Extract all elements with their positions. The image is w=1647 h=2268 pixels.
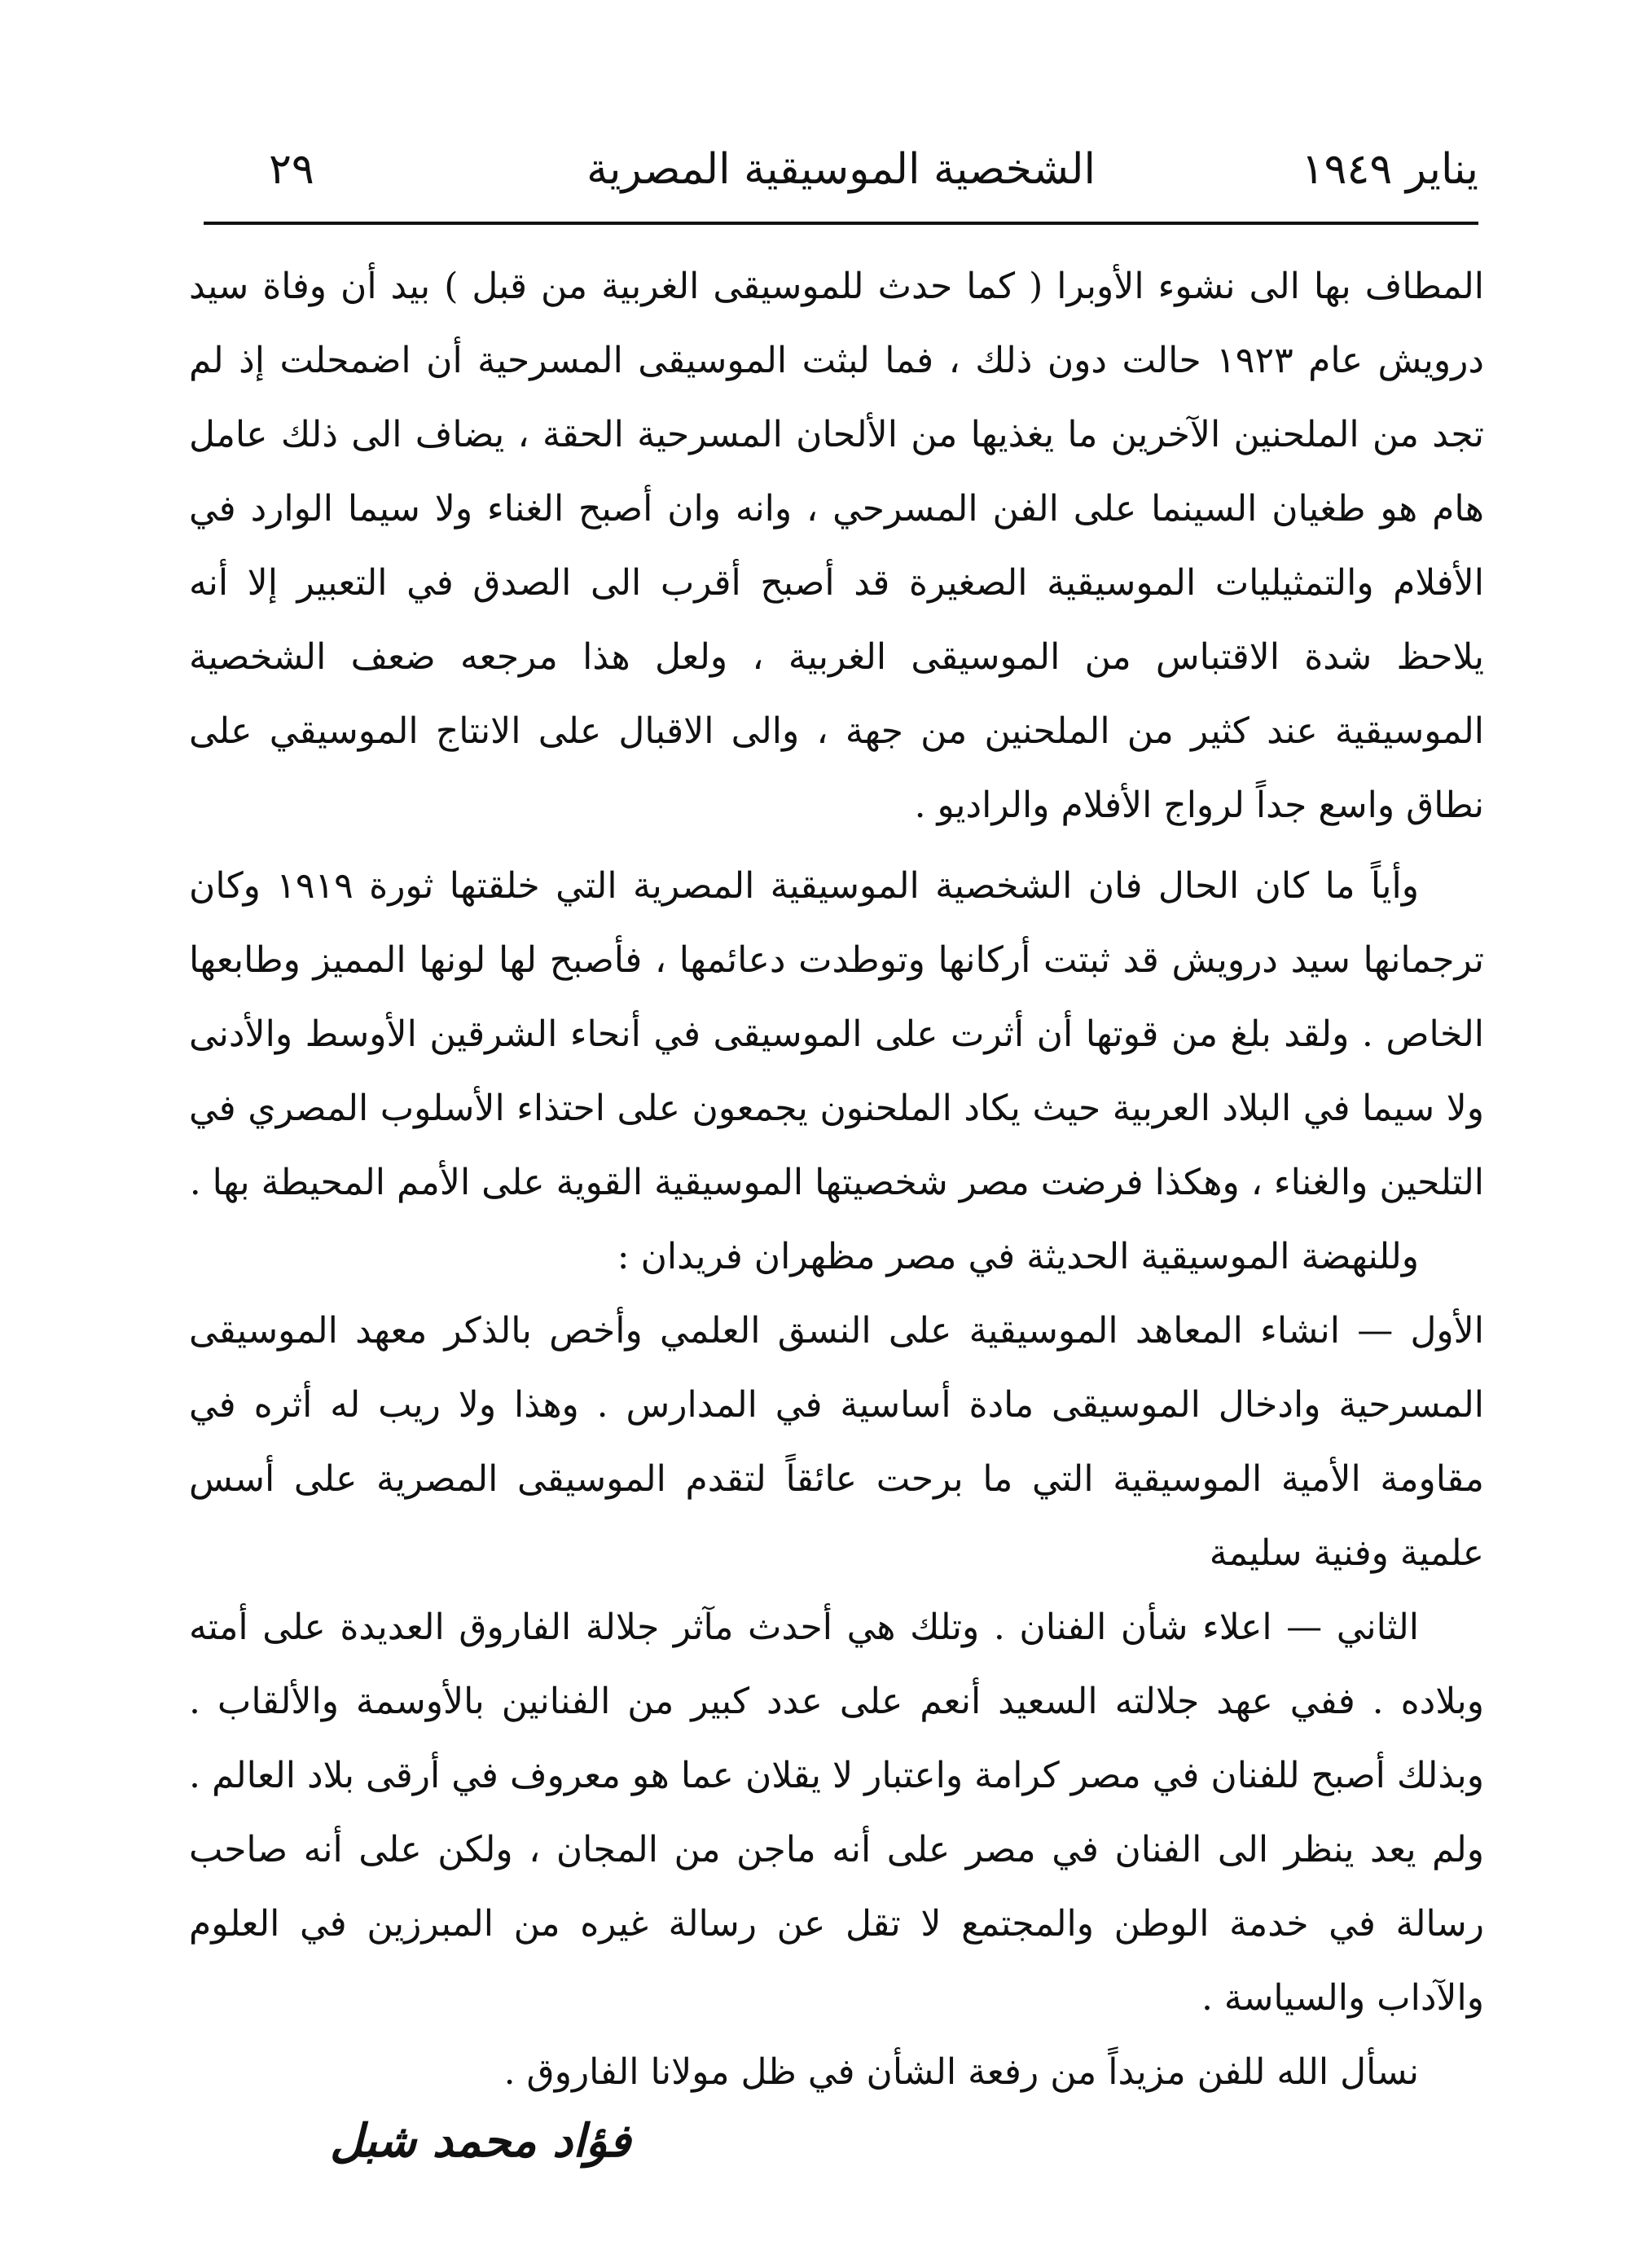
- header-rule: [204, 222, 1478, 225]
- paragraph: وللنهضة الموسيقية الحديثة في مصر مظهران فريدان :: [617, 1236, 1419, 1277]
- page-number: ٢٩: [269, 145, 314, 194]
- page-header: [204, 137, 1478, 202]
- paragraph-second-point: الثاني — اعلاء شأن الفنان . وتلك هي أحدث مآثر جلالة الفاروق العديدة على أمته وبلاده . ففي عهد جلالته السعيد أنعم على عدد كبير من الفنانين بالأوسمة والألقاب . وبذلك أصبح للفنان في مصر كرامة واعتبار لا يقلان عما هو معروف في أرقى بلاد العالم . ولم يعد ينظر الى الفنان في مصر على أنه ماجن من المجان ، ولكن على أنه صاحب رسالة في خدمة الوطن والمجتمع لا تقل عن رسالة غيره من المبرزين في العلوم والآداب والسياسة .: [189, 1606, 1484, 2019]
- paragraph-closing: نسأل الله للفن مزيداً من رفعة الشأن في ظل مولانا الفاروق .: [503, 2051, 1419, 2093]
- paragraph: وأياً ما كان الحال فان الشخصية الموسيقية المصرية التي خلقتها ثورة ١٩١٩ وكان ترجمانها سيد درويش قد ثبتت أركانها وتوطدت دعائمها ، فأصبح لها لونها المميز وطابعها الخاص . ولقد بلغ من قوتها أن أثرت على الموسيقى في أنحاء الشرقين الأوسط والأدنى ولا سيما في البلاد العربية حيث يكاد الملحنون يجمعون على احتذاء الأسلوب المصري في التلحين والغناء ، وهكذا فرضت مصر شخصيتها الموسيقية القوية على الأمم المحيطة بها .: [189, 865, 1485, 1203]
- author-signature: فؤاد محمد شبل: [330, 2114, 631, 2168]
- header-date: يناير ١٩٤٩: [1301, 145, 1478, 194]
- paragraph-continuation: المطاف بها الى نشوء الأوبرا ( كما حدث للموسيقى الغربية من قبل ) بيد أن وفاة سيد درويش عام ١٩٢٣ حالت دون ذلك ، فما لبثت الموسيقى المسرحية أن اضمحلت إذ لم تجد من الملحنين الآخرين ما يغذيها من الألحان المسرحية الحقة ، يضاف الى ذلك عامل هام هو طغيان السينما على الفن المسرحي ، وانه وان أصبح الغناء ولا سيما الوارد في الأفلام والتمثيليات الموسيقية الصغيرة قد أصبح أقرب الى الصدق في التعبير إلا أنه يلاحظ شدة الاقتباس من الموسيقى الغربية ، ولعل هذا مرجعه ضعف الشخصية الموسيقية عند كثير من الملحنين من جهة ، والى الاقبال على الانتاج الموسيقي على نطاق واسع جداً لرواج الأفلام والراديو .: [189, 266, 1484, 826]
- header-title: الشخصية الموسيقية المصرية: [586, 145, 1096, 194]
- article-body: [189, 249, 1484, 2109]
- paragraph-first-point: الأول — انشاء المعاهد الموسيقية على النسق العلمي وأخص بالذكر معهد الموسيقى المسرحية وادخال الموسيقى مادة أساسية في المدارس . وهذا ولا ريب له أثره في مقاومة الأمية الموسيقية التي ما برحت عائقاً لتقدم الموسيقى المصرية على أسس علمية وفنية سليمة: [189, 1310, 1484, 1574]
